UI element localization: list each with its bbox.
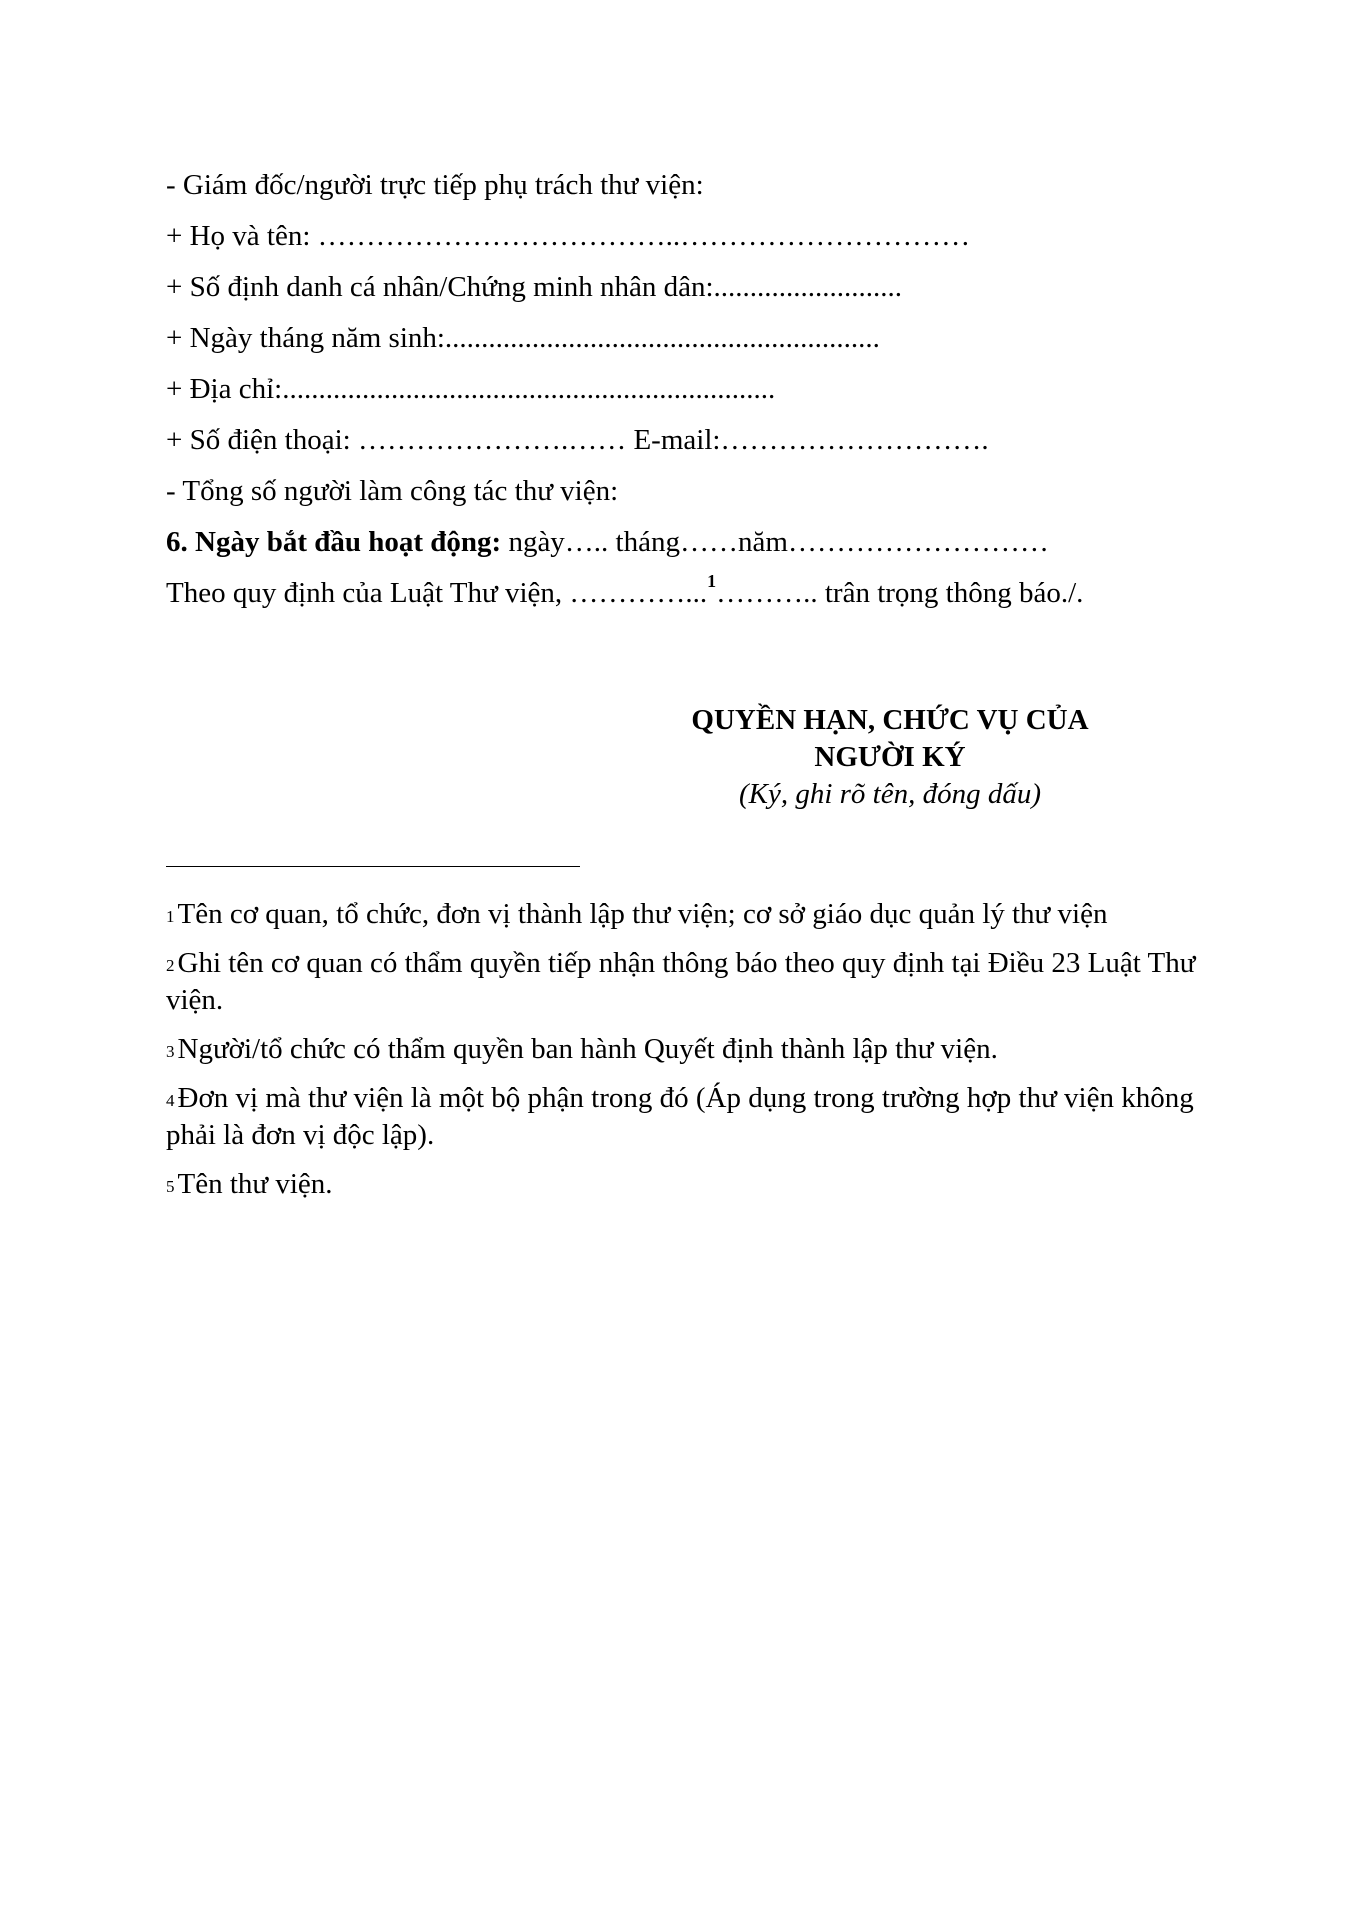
closing-statement	[166, 568, 1196, 619]
signer-title-line-2: NGƯỜI KÝ	[814, 741, 966, 773]
signature-note: (Ký, ghi rõ tên, đóng dấu)	[738, 778, 1042, 810]
start-date-label: 6. Ngày bắt đầu hoạt động:	[166, 526, 502, 558]
phone-email-field: + Số điện thoại: ………………….…… E-mail:……………………….	[166, 424, 989, 456]
form-body	[166, 160, 1196, 619]
id-number-field: + Số định danh cá nhân/Chứng minh nhân dân:..........................	[166, 271, 903, 303]
full-name-field: + Họ và tên: ………………………………..…………………………	[166, 220, 971, 252]
footnote-number: 5	[166, 1177, 175, 1196]
footnote-text: Tên cơ quan, tổ chức, đơn vị thành lập thư viện; cơ sở giáo dục quản lý thư viện	[177, 898, 1108, 930]
footnote-number: 1	[166, 907, 175, 926]
signature-block	[620, 702, 1160, 813]
footnote-5	[166, 1166, 1196, 1203]
footnote-text: Người/tổ chức có thẩm quyền ban hành Quyết định thành lập thư viện.	[177, 1033, 998, 1065]
closing-text-after: ……….. trân trọng thông báo./.	[716, 577, 1084, 609]
start-date-value: ngày….. tháng……năm………………………	[501, 526, 1049, 558]
footnote-number: 4	[166, 1091, 175, 1110]
signer-title-line-1: QUYỀN HẠN, CHỨC VỤ CỦA	[691, 704, 1089, 736]
birth-date-field: + Ngày tháng năm sinh:............................................................	[166, 322, 880, 354]
manager-heading: - Giám đốc/người trực tiếp phụ trách thư viện:	[166, 169, 704, 201]
footnote-1	[166, 896, 1196, 933]
footnote-2	[166, 945, 1196, 1019]
footnote-text: Ghi tên cơ quan có thẩm quyền tiếp nhận thông báo theo quy định tại Điều 23 Luật Thư viện.	[166, 947, 1196, 1016]
footnote-text: Tên thư viện.	[177, 1168, 333, 1200]
footnotes	[166, 896, 1196, 1215]
footnote-divider	[166, 866, 580, 867]
start-date-line	[166, 517, 1196, 568]
footnote-number: 3	[166, 1042, 175, 1061]
address-field: + Địa chỉ:....................................................................	[166, 373, 776, 405]
closing-footnote-ref: 1	[707, 571, 717, 591]
footnote-number: 2	[166, 956, 175, 975]
footnote-3	[166, 1031, 1196, 1068]
footnote-text: Đơn vị mà thư viện là một bộ phận trong đó (Áp dụng trong trường hợp thư viện không phải là đơn vị độc lập).	[166, 1082, 1194, 1151]
footnote-4	[166, 1080, 1196, 1154]
staff-count-field: - Tổng số người làm công tác thư viện:	[166, 475, 619, 507]
closing-text-before: Theo quy định của Luật Thư viện, …………...	[166, 577, 708, 609]
